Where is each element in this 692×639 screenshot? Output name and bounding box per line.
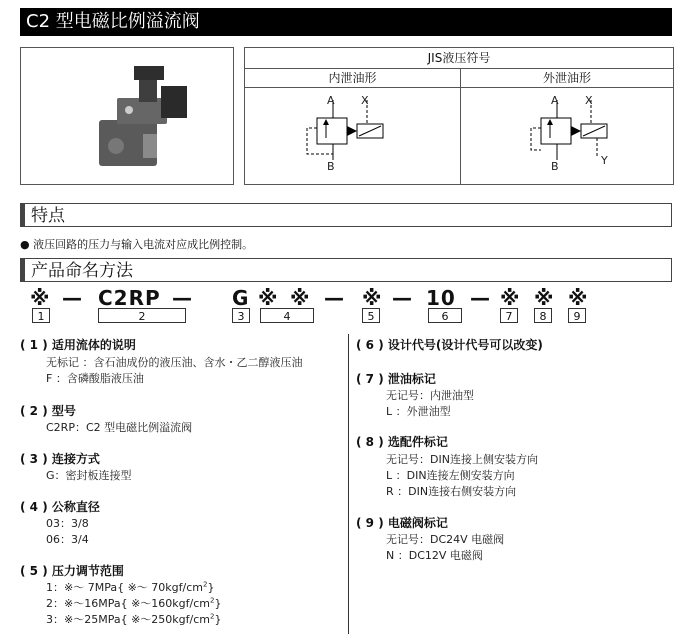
s9-line2: N ：DC12V 电磁阀	[386, 549, 483, 562]
external-drain-symbol	[461, 88, 673, 184]
s5-line3: 3：※～25MPa{ $※\sim 250kgf/cm^2$}	[46, 612, 222, 626]
code-box-7: 7	[500, 308, 518, 323]
port-b: B	[327, 160, 335, 173]
s9-line1: 无记号：DC24V 电磁阀	[386, 533, 505, 546]
jis-symbol-table	[244, 47, 674, 185]
internal-drain-symbol	[245, 88, 460, 184]
jis-header: JIS液压符号	[245, 48, 673, 69]
s5-line2: 2：※～16MPa{ $※\sim 160kgf/cm^2$}	[46, 596, 222, 610]
s5-title: ( 5 ) 压力调节范围	[20, 564, 124, 578]
code-part: 10	[426, 286, 456, 310]
s8-line2: L ：DIN连接左侧安装方向	[386, 469, 515, 482]
s8-line3: R ：DIN连接右侧安装方向	[386, 485, 517, 498]
code-part: ※	[568, 286, 589, 310]
code-part: ※	[362, 286, 383, 310]
column-divider	[348, 334, 349, 634]
s4-title: ( 4 ) 公称直径	[20, 500, 100, 514]
s2-line1: C2RP：C2 型电磁比例溢流阀	[46, 421, 193, 434]
code-box-8: 8	[534, 308, 552, 323]
port-x-ext: X	[585, 94, 593, 107]
internal-drain-label: 内泄油形	[245, 68, 460, 88]
code-box-3: 3	[232, 308, 250, 323]
code-box-4: 4	[260, 308, 314, 323]
features-heading: 特点	[20, 203, 672, 227]
code-box-1: 1	[32, 308, 50, 323]
external-drain-column	[461, 68, 673, 184]
external-drain-label: 外泄油形	[461, 68, 673, 88]
code-part: ※	[290, 286, 311, 310]
s2-title: ( 2 ) 型号	[20, 404, 76, 418]
code-box-9: 9	[568, 308, 586, 323]
code-dash: —	[172, 286, 193, 310]
s4-line1: 03：3/8	[46, 517, 89, 530]
s1-title: ( 1 ) 适用流体的说明	[20, 338, 136, 352]
code-dash: —	[62, 286, 83, 310]
s8-line1: 无记号：DIN连接上侧安装方向	[386, 453, 538, 466]
code-part: ※	[258, 286, 279, 310]
internal-drain-column	[245, 68, 461, 184]
s1-line2: F ：含磷酸脂液压油	[46, 372, 144, 385]
code-box-5: 5	[362, 308, 380, 323]
code-part: ※	[30, 286, 51, 310]
naming-heading: 产品命名方法	[20, 258, 672, 282]
s1-line1: 无标记 ：含石油成份的液压油、含水・乙二醇液压油	[46, 356, 303, 369]
code-part: ※	[500, 286, 521, 310]
s8-title: ( 8 ) 选配件标记	[356, 435, 448, 449]
port-a: A	[327, 94, 335, 107]
code-dash: —	[470, 286, 491, 310]
s9-title: ( 9 ) 电磁阀标记	[356, 516, 448, 530]
s7-title: ( 7 ) 泄油标记	[356, 372, 436, 386]
valve-illustration	[21, 48, 233, 184]
code-dash: —	[392, 286, 413, 310]
code-box-2: 2	[98, 308, 186, 323]
s7-line1: 无记号：内泄油型	[386, 389, 474, 402]
code-box-6: 6	[428, 308, 462, 323]
port-x: X	[361, 94, 369, 107]
s3-line1: G：密封板连接型	[46, 469, 132, 482]
s7-line2: L ：外泄油型	[386, 405, 451, 418]
s4-line2: 06：3/4	[46, 533, 89, 546]
port-a-ext: A	[551, 94, 559, 107]
port-b-ext: B	[551, 160, 559, 173]
product-photo	[20, 47, 234, 185]
page-title: C2 型电磁比例溢流阀	[20, 8, 672, 36]
code-part: G	[232, 286, 250, 310]
code-part: C2RP	[98, 286, 161, 310]
feature-text: ● 液压回路的压力与输入电流对应成比例控制。	[20, 238, 254, 251]
s6-title: ( 6 ) 设计代号(设计代号可以改变)	[356, 338, 543, 352]
code-part: ※	[534, 286, 555, 310]
s5-line1: 1：※～ 7MPa{ ※～ $70kgf/cm^2$}	[46, 580, 215, 594]
code-dash: —	[324, 286, 345, 310]
s3-title: ( 3 ) 连接方式	[20, 452, 100, 466]
port-y-ext: Y	[601, 154, 608, 167]
